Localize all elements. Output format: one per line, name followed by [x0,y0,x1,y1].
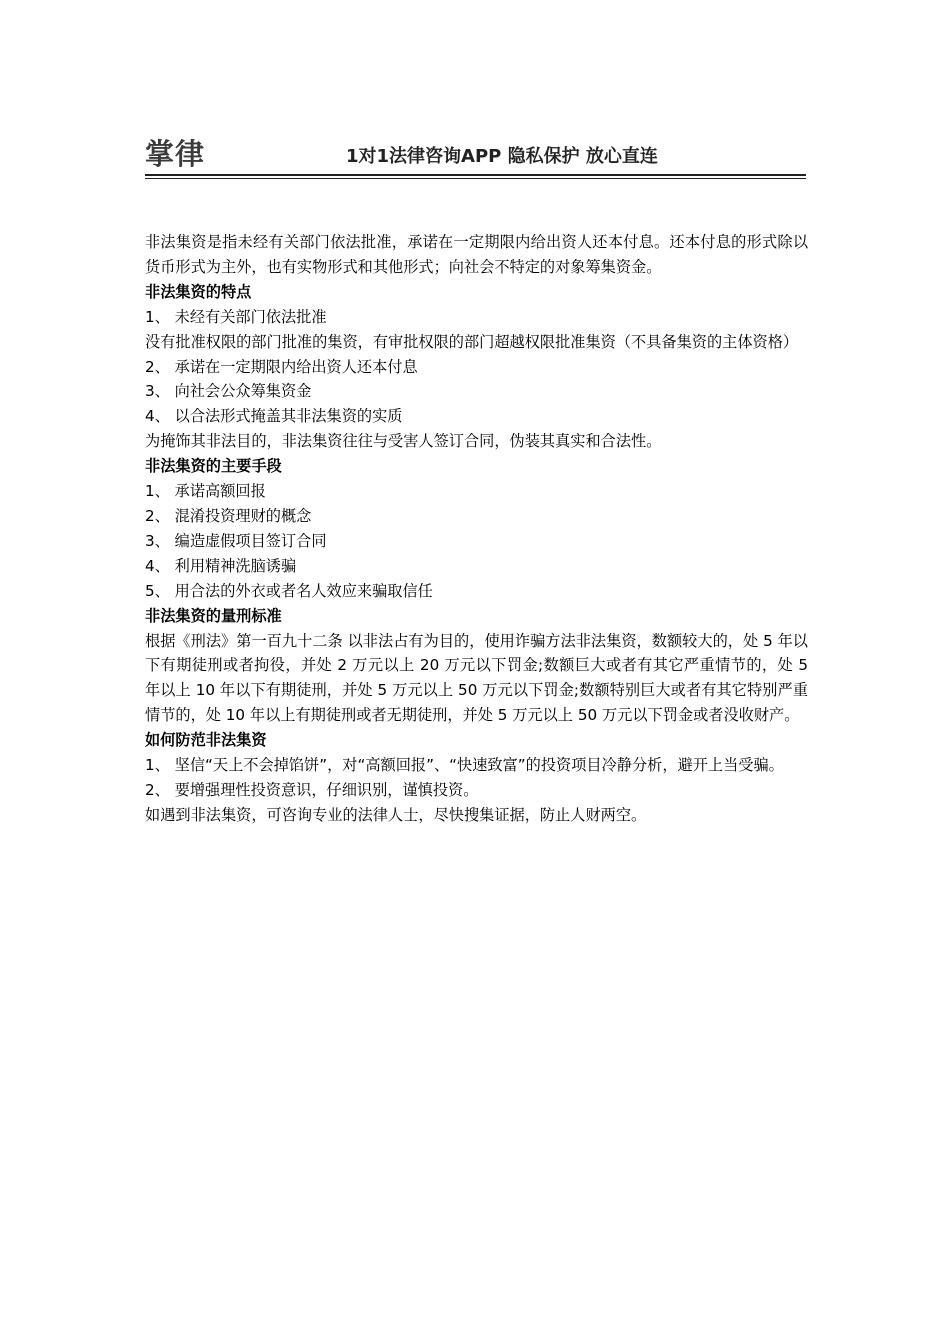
article-body [145,230,808,828]
list-item: 3、 编造虚假项目签订合同 [145,531,327,550]
brand-logo-text: 掌律 [145,137,206,171]
section-heading-sentencing: 非法集资的量刑标准 [145,606,282,625]
list-item: 2、 承诺在一定期限内给出资人还本付息 [145,357,418,376]
header-divider-thick [145,174,806,176]
closing-paragraph: 如遇到非法集资，可咨询专业的法律人士，尽快搜集证据，防止人财两空。 [145,805,647,824]
list-item: 4、 利用精神洗脑诱骗 [145,556,297,575]
list-item: 4、 以合法形式掩盖其非法集资的实质 [145,407,403,426]
list-item: 1、 未经有关部门依法批准 [145,307,327,326]
list-item: 5、 用合法的外衣或者名人效应来骗取信任 [145,581,433,600]
sentencing-paragraph: 根据《刑法》第一百九十二条 以非法占有为目的，使用诈骗方法非法集资，数额较大的，处 5 年以下有期徒刑或者拘役，并处 2 万元以上 20 万元以下罚金;数额巨大或者有其它严重情节的，处 5 年以上 10 年以下有期徒刑，并处 5 万元以上 50 万元以下罚金;数额特别巨大或者有其它特别严重情节的，处 10 年以上有期徒刑或者无期徒刑，并处 5 万元以上 50 万元以下罚金或者没收财产。 [145,631,808,725]
list-item: 2、 混淆投资理财的概念 [145,506,312,525]
list-item: 2、 要增强理性投资意识，仔细识别，谨慎投资。 [145,780,479,799]
list-item: 1、 承诺高额回报 [145,482,266,501]
section-heading-methods: 非法集资的主要手段 [145,457,282,476]
intro-paragraph: 非法集资是指未经有关部门依法批准，承诺在一定期限内给出资人还本付息。还本付息的形式除以货币形式为主外，也有实物形式和其他形式；向社会不特定的对象筹集资金。 [145,233,808,276]
list-item: 3、 向社会公众筹集资金 [145,382,312,401]
item-description: 为掩饰其非法目的，非法集资往往与受害人签订合同，伪装其真实和合法性。 [145,432,662,451]
page-header [145,128,806,180]
section-heading-prevention: 如何防范非法集资 [145,731,267,750]
list-item: 1、 坚信“天上不会掉馅饼”，对“高额回报”、“快速致富”的投资项目冷静分析，避开上当受骗。 [145,756,784,775]
header-divider-thin [145,178,806,179]
section-heading-characteristics: 非法集资的特点 [145,282,252,301]
header-slogan: 1对1法律咨询APP 隐私保护 放心直连 [346,146,658,167]
item-description: 没有批准权限的部门批准的集资，有审批权限的部门超越权限批准集资（不具备集资的主体资格） [145,332,799,351]
